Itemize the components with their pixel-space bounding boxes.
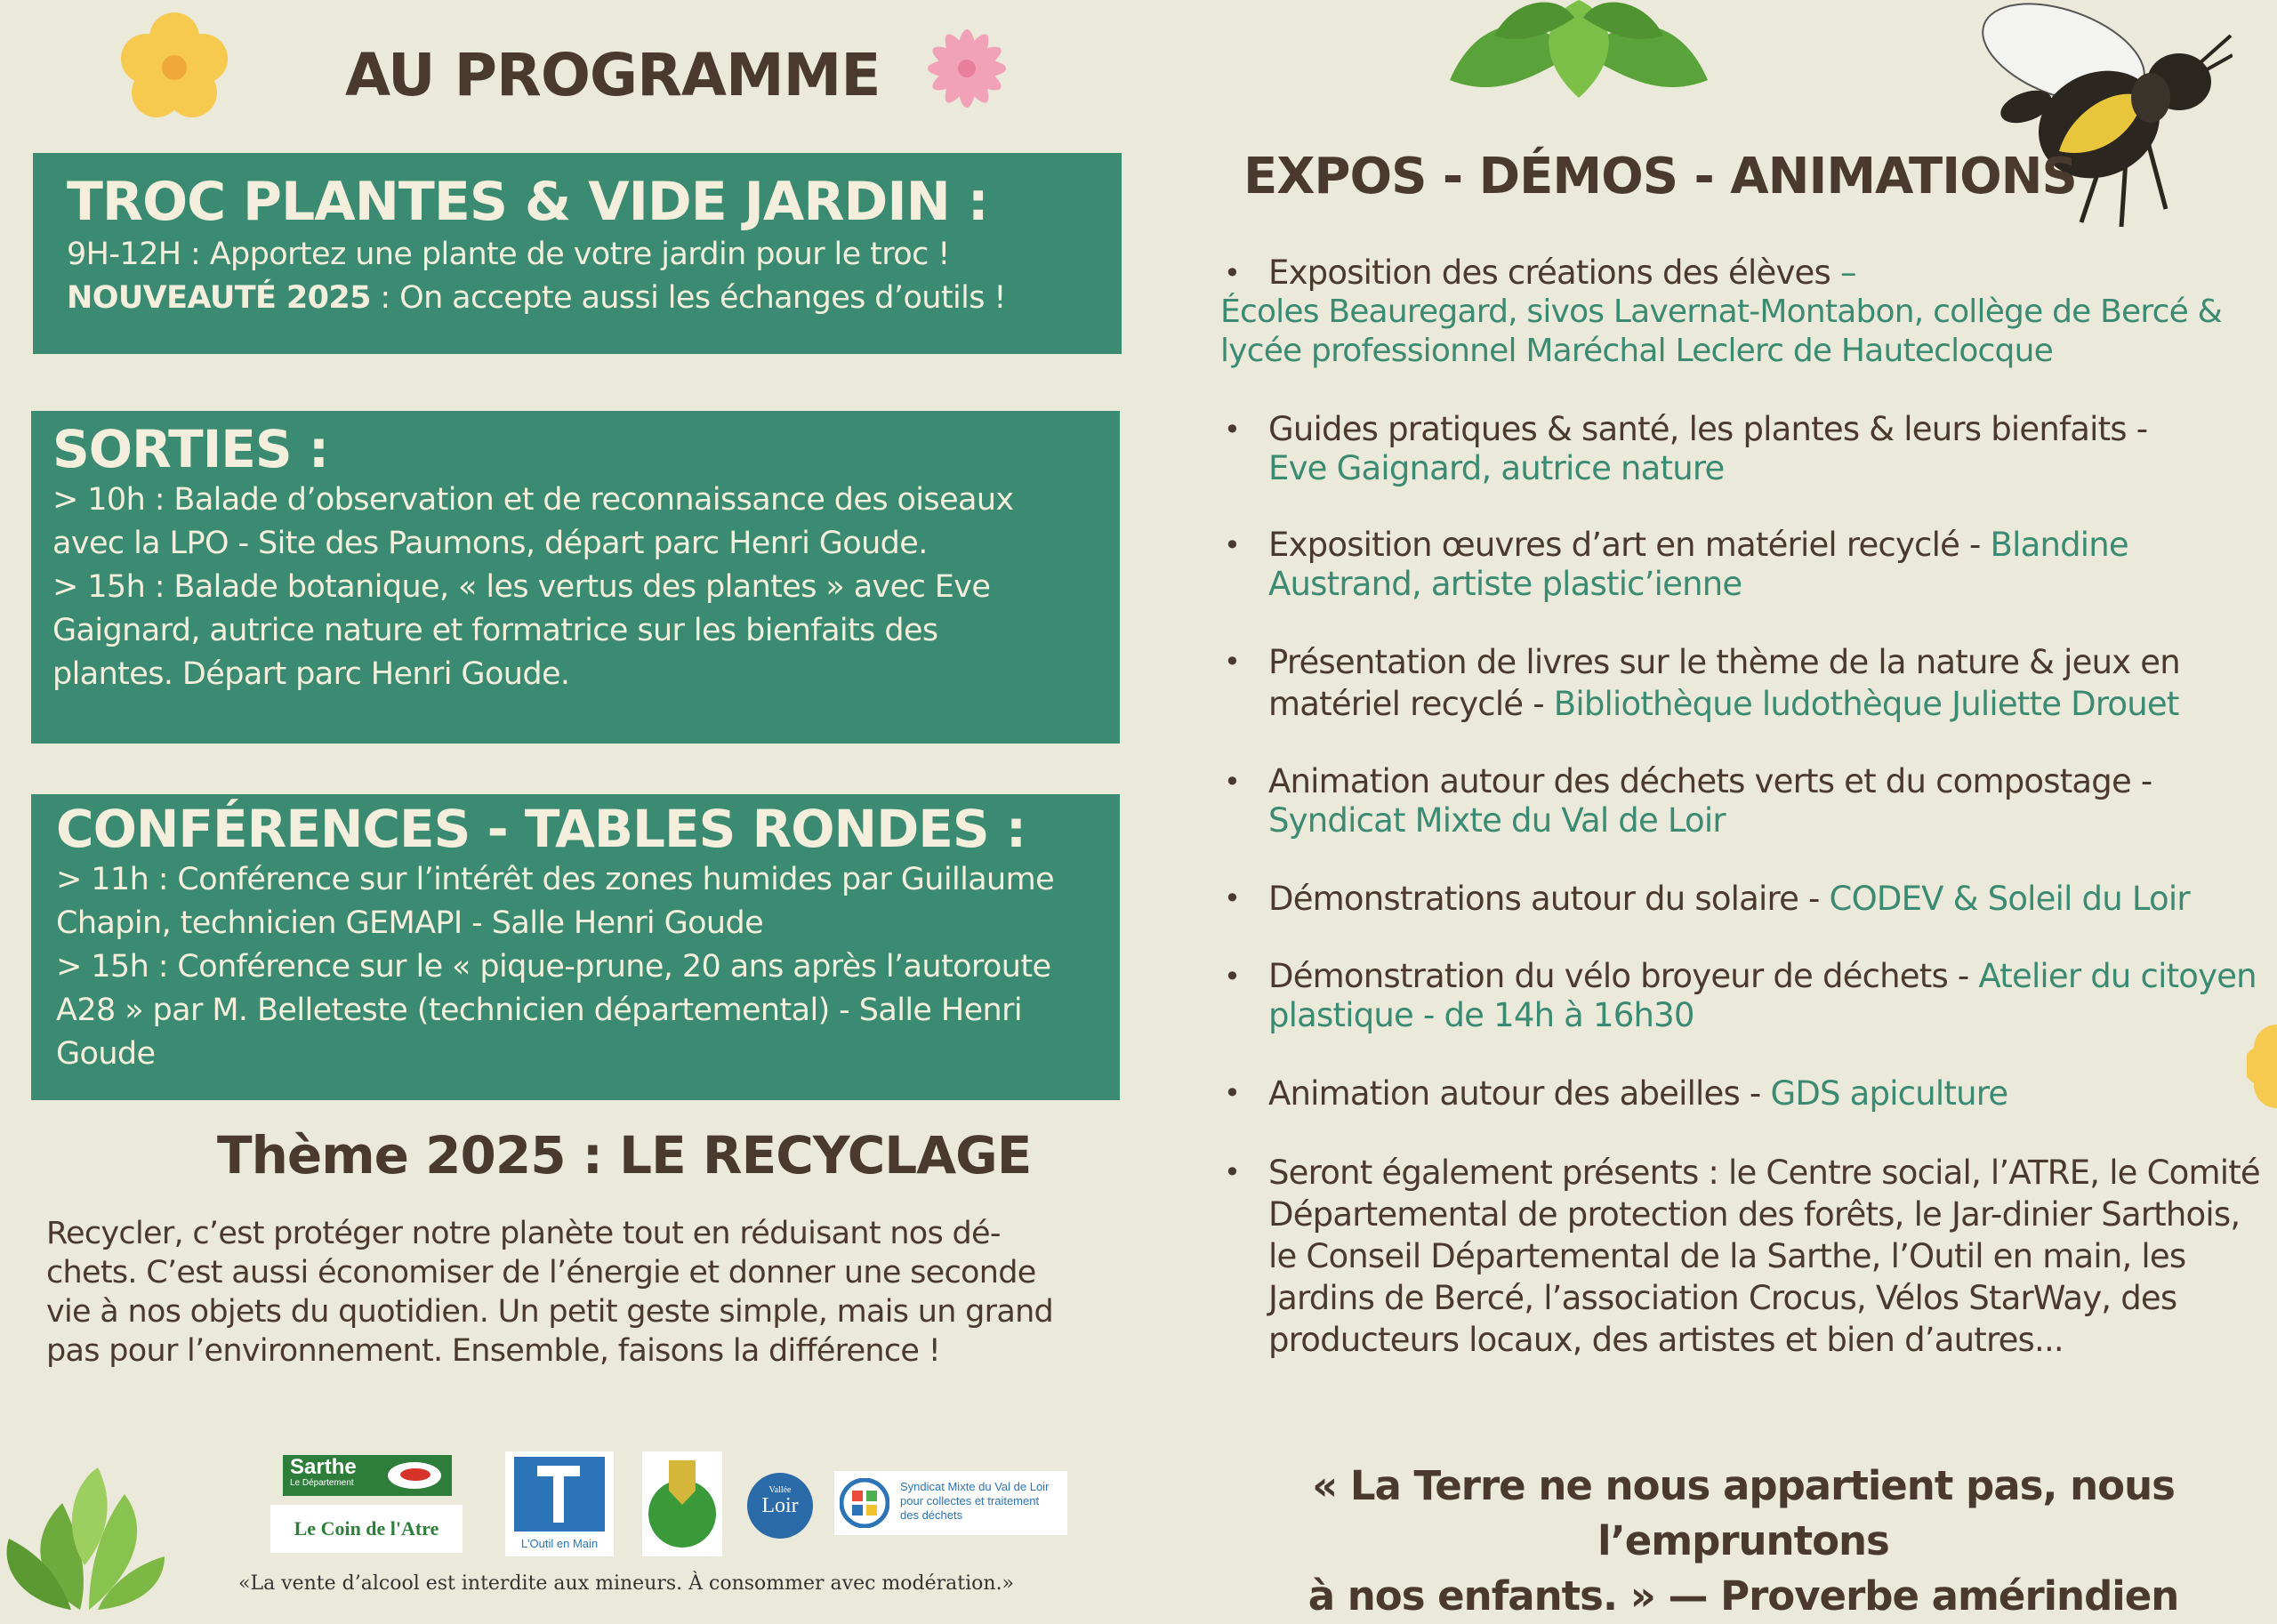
item-org: Syndicat Mixte du Val de Loir <box>1268 801 1726 840</box>
conferences-line: Goude <box>56 1035 156 1072</box>
item-text: Démonstrations autour du solaire - <box>1268 880 1830 918</box>
sorties-line: plantes. Départ parc Henri Goude. <box>52 655 570 692</box>
list-item <box>1220 253 2274 371</box>
item-org: Eve Gaignard, autrice nature <box>1268 449 1725 487</box>
list-item <box>1220 878 2274 920</box>
syndicat-line: Syndicat Mixte du Val de Loir <box>900 1480 1050 1493</box>
troc-panel <box>33 153 1122 354</box>
expos-title: EXPOS - DÉMOS - ANIMATIONS <box>1243 148 2077 205</box>
item-text: Animation autour des déchets verts et du compostage - <box>1268 762 2152 800</box>
sorties-title: SORTIES : <box>52 419 329 479</box>
sarthe-logo <box>283 1455 452 1496</box>
syndicat-logo <box>834 1471 1067 1535</box>
plant-icon <box>0 1459 169 1610</box>
item-text: Présentation de livres sur le thème de la nature & jeux en matériel recyclé - <box>1268 643 2180 723</box>
item-text: Animation autour des abeilles - <box>1268 1074 1771 1113</box>
list-item <box>1220 1152 2274 1361</box>
sarthe-logo-sub: Le Département <box>290 1478 354 1488</box>
item-org: Écoles Beauregard, sivos Lavernat-Montabon, collège de Bercé & <box>1220 293 2222 330</box>
coin-atre-logo: Le Coin de l'Atre <box>270 1505 463 1553</box>
troc-line-1: 9H-12H : Apportez une plante de votre jardin pour le troc ! <box>67 237 950 272</box>
item-text: Exposition des créations des élèves <box>1268 253 1840 292</box>
item-org: lycée professionnel Maréchal Leclerc de Hauteclocque <box>1220 333 2053 369</box>
theme-title: Thème 2025 : LE RECYCLAGE <box>217 1125 1032 1186</box>
loir-logo-top: Vallée <box>768 1485 792 1495</box>
yellow-flower-icon <box>119 11 229 121</box>
hand-tool-icon <box>514 1457 605 1532</box>
conferences-line: > 11h : Conférence sur l’intérêt des zones humides par Guillaume <box>56 861 1055 897</box>
item-dash: – <box>1839 253 1856 292</box>
item-text: Exposition œuvres d’art en matériel recyclé - <box>1268 526 1991 564</box>
outil-en-main-logo <box>505 1451 614 1556</box>
conferences-title: CONFÉRENCES - TABLES RONDES : <box>56 799 1026 859</box>
conferences-line: > 15h : Conférence sur le « pique-prune, 20 ans après l’autoroute <box>56 948 1051 985</box>
sorties-line: Gaignard, autrice nature et formatrice sur les bienfaits des <box>52 612 938 648</box>
quote-line: à nos enfants. » — Proverbe amérindien <box>1307 1572 2179 1620</box>
vallee-loir-logo <box>747 1473 813 1539</box>
theme-line: pas pour l’environnement. Ensemble, faisons la différence ! <box>46 1333 941 1369</box>
item-org: GDS apiculture <box>1770 1074 2008 1113</box>
syndicat-line: des déchets <box>900 1508 963 1522</box>
loir-logo-name: Loir <box>761 1494 799 1517</box>
list-item <box>1220 410 2274 488</box>
sorties-panel <box>31 411 1120 744</box>
recycle-squares-icon <box>840 1478 889 1528</box>
conferences-line: A28 » par M. Belleteste (technicien départemental) - Salle Henri <box>56 992 1023 1028</box>
list-item <box>1220 762 2274 840</box>
leaves-top-icon <box>1423 0 1734 107</box>
bee-icon <box>1966 0 2233 258</box>
troc-line-2 <box>67 277 1122 320</box>
sorties-line: > 10h : Balade d’observation et de reconnaissance des oiseaux <box>52 481 1014 518</box>
pink-flower-icon <box>913 18 1021 119</box>
alcohol-disclaimer: «La vente d’alcool est interdite aux mineurs. À consommer avec modération.» <box>238 1572 1015 1595</box>
closing-quote <box>1210 1459 2277 1624</box>
sarthe-swoosh-icon <box>388 1462 441 1489</box>
crest-icon <box>642 1451 722 1556</box>
expos-list <box>1220 253 2274 1361</box>
list-item <box>1220 1073 2274 1114</box>
list-item <box>1220 641 2274 725</box>
quote-line: « La Terre ne nous appartient pas, nous l’empruntons <box>1312 1462 2175 1564</box>
list-item <box>1220 526 2274 604</box>
conferences-panel <box>31 794 1120 1100</box>
item-text: Guides pratiques & santé, les plantes & leurs bienfaits - <box>1268 410 2148 448</box>
troc-title: TROC PLANTES & VIDE JARDIN : <box>67 171 988 233</box>
item-org: CODEV & Soleil du Loir <box>1829 880 2190 918</box>
theme-line: vie à nos objets du quotidien. Un petit geste simple, mais un grand <box>46 1294 1054 1330</box>
theme-text <box>46 1214 1131 1371</box>
sorties-line: avec la LPO - Site des Paumons, départ parc Henri Goude. <box>52 525 928 561</box>
item-text: Seront également présents : le Centre social, l’ATRE, le Comité Départemental de protection des forêts, le Jar-dinier Sarthois, le Conseil Départemental de la Sarthe, l’Outil en main, les Jardins de Bercé, l’association Crocus, Vélos StarWay, des producteurs locaux, des artistes et bien d’autres... <box>1268 1154 2260 1359</box>
syndicat-line: pour collectes et traitement <box>900 1494 1040 1507</box>
conferences-line: Chapin, technicien GEMAPI - Salle Henri Goude <box>56 904 764 941</box>
item-text: Démonstration du vélo broyeur de déchets - <box>1268 957 1979 995</box>
sarthe-logo-name: Sarthe <box>290 1455 357 1479</box>
theme-line: chets. C’est aussi économiser de l’énergie et donner une seconde <box>46 1255 1036 1290</box>
troc-new-label: NOUVEAUTÉ 2025 <box>67 280 371 316</box>
coat-of-arms-logo <box>642 1451 722 1556</box>
troc-new-text: : On accepte aussi les échanges d’outils ! <box>370 280 1006 316</box>
item-org: Blandine Austrand, artiste plastic’ienne <box>1268 526 2128 603</box>
list-item <box>1220 957 2274 1035</box>
sorties-line: > 15h : Balade botanique, « les vertus des plantes » avec Eve <box>52 568 991 605</box>
outil-logo-label: L'Outil en Main <box>520 1537 599 1550</box>
theme-line: Recycler, c’est protéger notre planète tout en réduisant nos dé- <box>46 1216 1001 1251</box>
item-org: Atelier du citoyen plastique - de 14h à 16h30 <box>1268 957 2257 1034</box>
page-title: AU PROGRAMME <box>345 41 881 109</box>
item-org: Bibliothèque ludothèque Juliette Drouet <box>1553 685 2179 723</box>
